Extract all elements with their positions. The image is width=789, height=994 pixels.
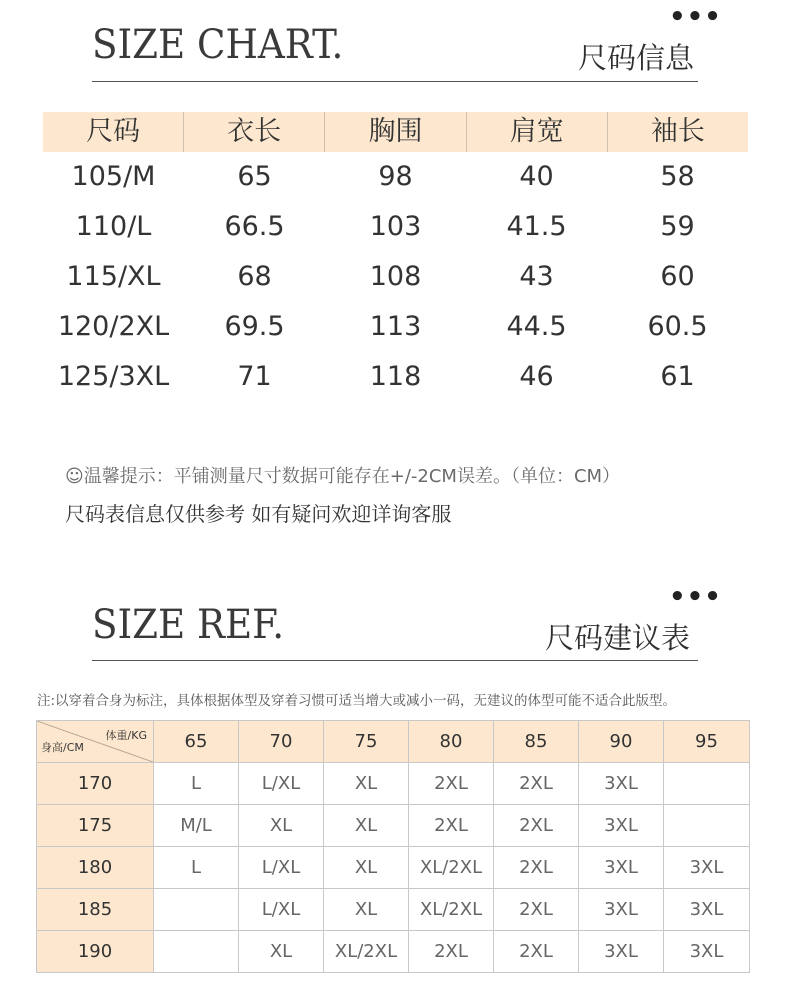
size-chart-cell: 46 [519, 361, 554, 392]
size-ref-cell: 2XL [409, 805, 494, 847]
size-chart-cell: 65 [237, 161, 272, 192]
size-ref-row [37, 805, 750, 847]
size-ref-cell: XL [324, 763, 409, 805]
size-chart-row [43, 252, 748, 302]
size-ref-cell: 3XL [664, 931, 750, 973]
height-header-cell: 180 [37, 847, 154, 889]
size-ref-row [37, 931, 750, 973]
size-chart-cell: 61 [660, 361, 695, 392]
size-chart-header-row [43, 112, 748, 152]
size-chart-cell: 69.5 [224, 311, 285, 342]
size-ref-cell: XL [324, 847, 409, 889]
height-header-cell: 175 [37, 805, 154, 847]
size-ref-cell: XL [324, 889, 409, 931]
size-chart-cell: 110/L [75, 211, 152, 242]
size-chart-cell: 43 [519, 261, 554, 292]
size-ref-table [36, 720, 750, 973]
size-ref-cell: XL [324, 805, 409, 847]
size-chart-table [43, 112, 748, 402]
size-ref-cell [664, 763, 750, 805]
size-chart-cell: 113 [369, 311, 422, 342]
measurement-tip: ☺温馨提示：平铺测量尺寸数据可能存在+/-2CM误差。（单位：CM） [65, 466, 621, 487]
size-ref-cell: XL/2XL [324, 931, 409, 973]
size-chart-cell: 118 [369, 361, 422, 392]
weight-header-cell: 85 [494, 721, 579, 763]
size-chart-header-cell: 肩宽 [466, 112, 607, 152]
size-info-disclaimer: 尺码表信息仅供参考 如有疑问欢迎详询客服 [65, 502, 452, 526]
size-chart-cell: 60.5 [647, 311, 708, 342]
weight-axis-label: 体重/KG [105, 729, 147, 742]
weight-header-cell: 70 [239, 721, 324, 763]
size-chart-header-cell: 衣长 [183, 112, 324, 152]
weight-header-cell: 75 [324, 721, 409, 763]
size-ref-note: 注:以穿着合身为标注，具体根据体型及穿着习惯可适当增大或减小一码，无建议的体型可能不适合此版型。 [37, 693, 677, 709]
size-ref-row [37, 847, 750, 889]
size-chart-title-cn: 尺码信息 [578, 41, 695, 75]
size-ref-cell: 2XL [494, 763, 579, 805]
size-chart-cell: 58 [660, 161, 695, 192]
size-ref-cell: 3XL [664, 847, 750, 889]
size-ref-cell: L/XL [239, 889, 324, 931]
size-ref-cell: 3XL [579, 931, 664, 973]
more-dots-icon: ••• [669, 582, 722, 612]
size-chart-cell: 68 [237, 261, 272, 292]
size-ref-title-en: SIZE REF. [92, 602, 285, 648]
size-ref-header-row [37, 721, 750, 763]
height-header-cell: 170 [37, 763, 154, 805]
size-ref-cell: 3XL [579, 763, 664, 805]
size-chart-header-cell: 尺码 [86, 116, 141, 147]
size-chart-row [43, 152, 748, 202]
size-chart-cell: 59 [660, 211, 695, 242]
size-ref-cell: 2XL [409, 763, 494, 805]
height-axis-label: 身高/CM [41, 741, 84, 754]
size-ref-divider [92, 660, 698, 661]
size-chart-cell: 115/XL [66, 261, 161, 292]
height-header-cell: 185 [37, 889, 154, 931]
weight-header-cell: 90 [579, 721, 664, 763]
size-ref-title-cn: 尺码建议表 [545, 621, 691, 655]
size-ref-cell: 2XL [494, 931, 579, 973]
size-ref-cell [664, 805, 750, 847]
size-ref-cell: M/L [154, 805, 239, 847]
size-chart-cell: 120/2XL [57, 311, 170, 342]
size-ref-cell: 2XL [494, 805, 579, 847]
size-chart-cell: 105/M [71, 161, 156, 192]
size-chart-row [43, 202, 748, 252]
size-chart-cell: 103 [369, 211, 422, 242]
weight-header-cell: 65 [154, 721, 239, 763]
size-chart-cell: 66.5 [224, 211, 285, 242]
size-chart-cell: 44.5 [506, 311, 567, 342]
size-chart-cell: 60 [660, 261, 695, 292]
size-chart-header-cell: 袖长 [607, 112, 748, 152]
size-chart-divider [92, 81, 698, 82]
size-ref-cell: 2XL [494, 847, 579, 889]
size-chart-title-en: SIZE CHART. [92, 22, 344, 68]
size-chart-cell: 125/3XL [57, 361, 170, 392]
size-chart-row [43, 352, 748, 402]
size-ref-cell: 2XL [494, 889, 579, 931]
size-chart-cell: 71 [237, 361, 272, 392]
size-ref-cell: XL [239, 805, 324, 847]
size-ref-cell: L/XL [239, 847, 324, 889]
weight-header-cell: 95 [664, 721, 750, 763]
size-ref-cell [154, 931, 239, 973]
size-ref-cell: L [154, 847, 239, 889]
weight-header-cell: 80 [409, 721, 494, 763]
height-header-cell: 190 [37, 931, 154, 973]
size-ref-cell: 2XL [409, 931, 494, 973]
size-ref-cell: 3XL [664, 889, 750, 931]
size-chart-cell: 40 [519, 161, 554, 192]
size-ref-cell: 3XL [579, 889, 664, 931]
size-ref-row [37, 763, 750, 805]
size-ref-cell: 3XL [579, 805, 664, 847]
size-ref-cell: XL/2XL [409, 889, 494, 931]
size-ref-cell: XL [239, 931, 324, 973]
size-ref-corner-cell [37, 721, 154, 763]
more-dots-icon: ••• [669, 2, 722, 32]
size-ref-cell [154, 889, 239, 931]
size-ref-cell: L/XL [239, 763, 324, 805]
size-chart-cell: 98 [378, 161, 413, 192]
size-chart-cell: 108 [369, 261, 422, 292]
size-ref-row [37, 889, 750, 931]
size-chart-cell: 41.5 [506, 211, 567, 242]
size-ref-cell: XL/2XL [409, 847, 494, 889]
size-ref-cell: L [154, 763, 239, 805]
size-chart-row [43, 302, 748, 352]
size-chart-header-cell: 胸围 [324, 112, 465, 152]
size-ref-cell: 3XL [579, 847, 664, 889]
